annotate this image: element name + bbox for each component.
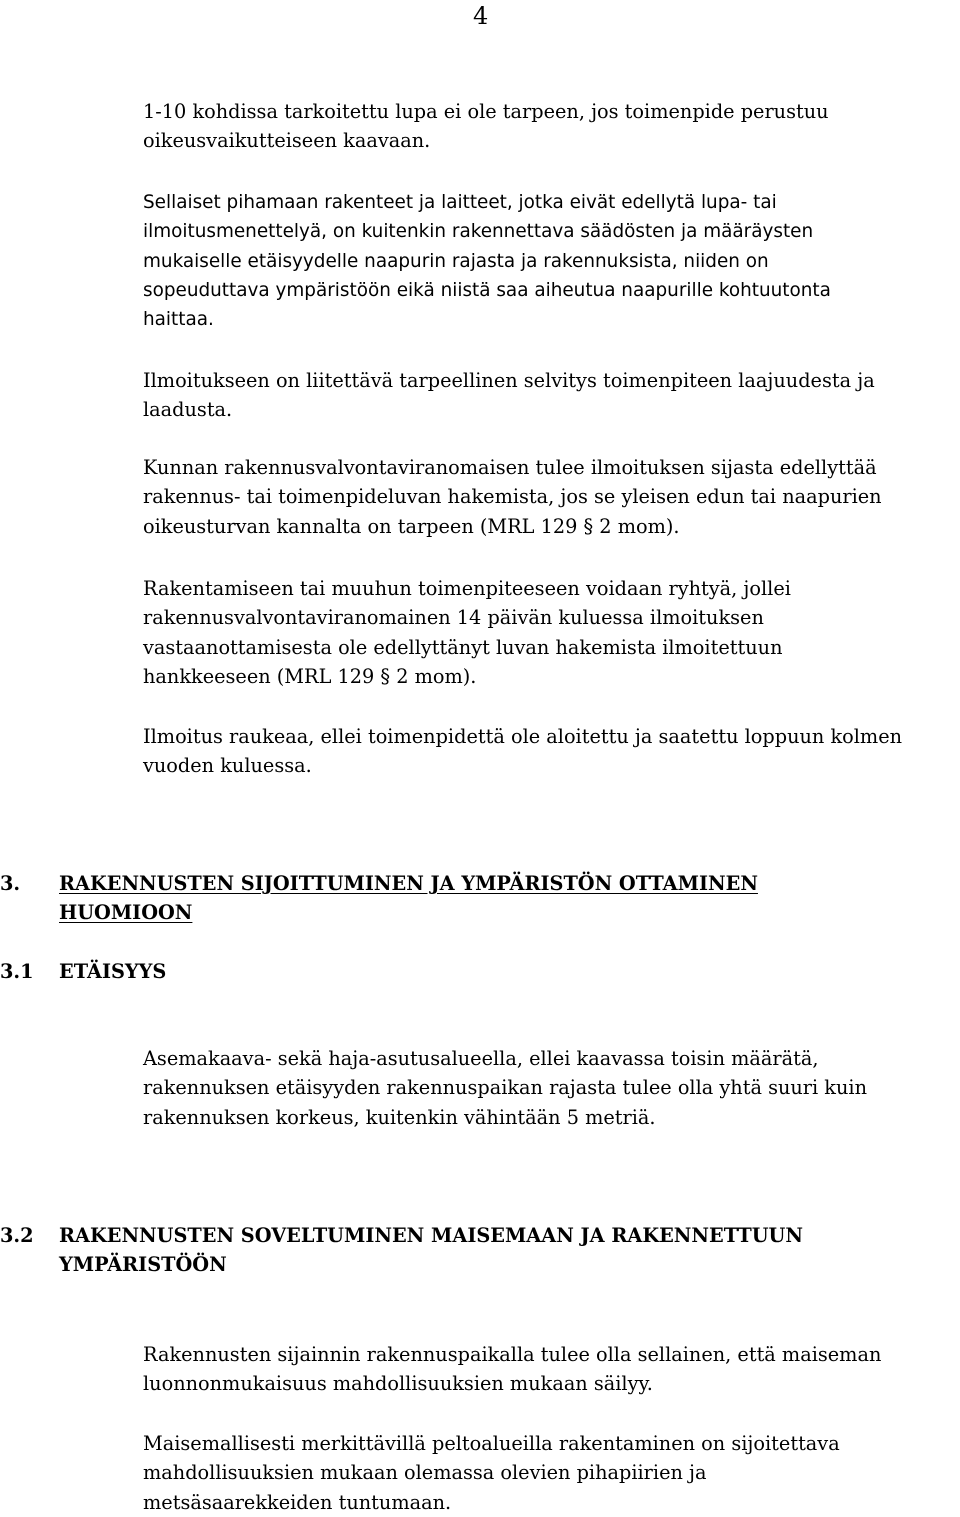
text-line: sopeuduttava ympäristöön eikä niistä saa aiheutua naapurille kohtuutonta [143,279,831,301]
text-line: rakennusvalvontaviranomainen 14 päivän kuluessa ilmoituksen [143,606,764,630]
paragraph-permit-not-needed [143,97,955,156]
text-line: Ilmoitus raukeaa, ellei toimenpidettä ole aloitettu ja saatettu loppuun kolmen [143,725,903,748]
paragraph-start-construction [143,574,955,691]
paragraph-field-areas [143,1429,955,1517]
text-line: Ilmoitukseen on liitettävä tarpeellinen selvitys toimenpiteen laajuudesta ja [143,369,875,392]
section-number: 3.1 [0,960,34,983]
text-line: oikeusvaikutteiseen kaavaan. [143,129,431,153]
text-line: metsäsaarekkeiden tuntumaan. [143,1490,452,1514]
text-line: rakennuksen korkeus, kuitenkin vähintään 5 metriä. [143,1105,656,1129]
text-line: mukaiselle etäisyydelle naapurin rajasta ja rakennuksista, niiden on [143,250,769,272]
text-line: ilmoitusmenettelyä, on kuitenkin rakennettava säädösten ja määräysten [143,221,814,243]
section-title [59,957,166,986]
text-line: 1-10 kohdissa tarkoitettu lupa ei ole tarpeen, jos toimenpide perustuu [143,100,829,123]
title-line: ETÄISYYS [59,960,167,983]
text-line: mahdollisuuksien mukaan olemassa olevien pihapiirien ja [143,1461,707,1485]
paragraph-distance-rule [143,1044,955,1132]
paragraph-landscape-fit [143,1340,955,1399]
text-line: hankkeeseen (MRL 129 § 2 mom). [143,664,477,688]
paragraph-notification-attachment [143,366,955,425]
text-line: haittaa. [143,309,214,331]
title-line: YMPÄRISTÖÖN [59,1253,227,1277]
text-line: luonnonmukaisuus mahdollisuuksien mukaan säilyy. [143,1372,653,1396]
text-line: rakennuksen etäisyyden rakennuspaikan rajasta tulee olla yhtä suuri kuin [143,1076,867,1100]
text-line: Asemakaava- sekä haja-asutusalueella, ellei kaavassa toisin määrätä, [143,1047,819,1070]
section-number: 3. [0,872,21,895]
text-line: vastaanottamisesta ole edellyttänyt luvan hakemista ilmoitettuun [143,635,783,659]
section-title [59,869,758,928]
paragraph-yard-structures [143,188,955,334]
text-line: laadusta. [143,398,233,422]
title-line: RAKENNUSTEN SIJOITTUMINEN JA YMPÄRISTÖN OTTAMINEN [59,872,758,895]
title-line: HUOMIOON [59,901,193,925]
text-line: Maisemallisesti merkittävillä peltoalueilla rakentaminen on sijoitettava [143,1432,840,1455]
text-line: oikeusturvan kannalta on tarpeen (MRL 129 § 2 mom). [143,514,680,538]
text-line: vuoden kuluessa. [143,754,312,778]
text-line: rakennus- tai toimenpideluvan hakemista, jos se yleisen edun tai naapurien [143,485,882,509]
text-line: Kunnan rakennusvalvontaviranomaisen tulee ilmoituksen sijasta edellyttää [143,456,877,479]
text-line: Rakentamiseen tai muuhun toimenpiteeseen voidaan ryhtyä, jollei [143,577,791,600]
page-number: 4 [473,2,489,30]
section-title [59,1221,803,1280]
paragraph-notification-expires [143,722,955,781]
text-line: Rakennusten sijainnin rakennuspaikalla tulee olla sellainen, että maiseman [143,1343,882,1366]
title-line: RAKENNUSTEN SOVELTUMINEN MAISEMAAN JA RAKENNETTUUN [59,1224,803,1247]
section-number: 3.2 [0,1224,34,1247]
text-line: Sellaiset pihamaan rakenteet ja laitteet, jotka eivät edellytä lupa- tai [143,192,777,213]
paragraph-municipal-authority [143,453,955,541]
